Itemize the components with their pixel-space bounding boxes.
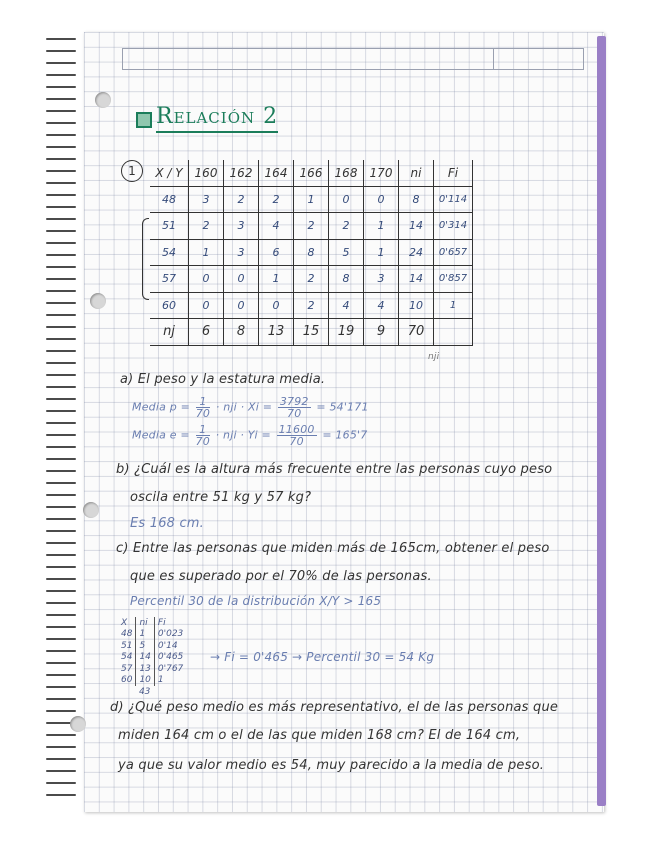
frequency-table (150, 160, 473, 346)
header-cell: Fi (434, 160, 473, 186)
table-cell: 43 (138, 686, 151, 697)
binding-ring (46, 734, 76, 736)
table-row (118, 640, 186, 652)
binding-ring (46, 86, 76, 88)
fraction-numerator: 1 (196, 424, 210, 436)
binding-ring (46, 782, 76, 784)
table-cell: 1 (259, 266, 294, 293)
percentile-statement: Percentil 30 de la distribución X/Y > 165 (130, 594, 382, 608)
table-cell: 60 (118, 675, 136, 687)
table-cell: 5 (136, 640, 154, 652)
binding-ring (46, 446, 76, 448)
table-cell: 0 (224, 266, 259, 293)
binding-ring (46, 386, 76, 388)
binding-ring (46, 50, 76, 52)
table-cell: 57 (118, 663, 136, 675)
fraction-numerator: 3792 (279, 395, 309, 408)
table-row (118, 675, 186, 687)
table-cell: 2 (294, 292, 329, 319)
mean-height-formula (132, 424, 367, 447)
binding-ring (46, 170, 76, 172)
binding-ring (46, 146, 76, 148)
table-cell: 3 (364, 266, 399, 293)
table-cell: 14 (399, 213, 434, 240)
table-cell: 51 (118, 640, 136, 652)
table-cell: 1 (294, 186, 329, 213)
binding-ring (46, 746, 76, 748)
binding-ring (46, 74, 76, 76)
table-cell: 6 (189, 319, 224, 346)
table-corner: X / Y (150, 160, 189, 186)
table-row (118, 629, 186, 641)
table-cell: 2 (259, 186, 294, 213)
table-cell: 1 (364, 213, 399, 240)
binding-ring (46, 530, 76, 532)
formula-result: = 54'171 (316, 400, 369, 414)
binding-ring (46, 542, 76, 544)
header-box (122, 48, 584, 70)
binding-ring (46, 194, 76, 196)
table-cell: 1 (434, 292, 473, 319)
fraction-denominator: 70 (289, 435, 304, 448)
table-row (118, 652, 186, 664)
table-cell: 0'314 (434, 213, 473, 240)
title-bullet-icon (136, 112, 152, 128)
binding-ring (46, 230, 76, 232)
table-cell: 1 (189, 239, 224, 266)
binding-ring (46, 314, 76, 316)
table-cell: 1 (157, 675, 164, 686)
table-cell: 0'14 (157, 640, 178, 651)
binding-ring (46, 206, 76, 208)
table-cell: 13 (136, 663, 154, 675)
table-cell: 5 (329, 239, 364, 266)
table-cell: 0'465 (157, 652, 184, 663)
binding-ring (46, 482, 76, 484)
part-b-question-line1: b) ¿Cuál es la altura más frecuente entre las personas cuyo peso (116, 462, 553, 477)
binding-ring (46, 770, 76, 772)
table-cell: 1 (364, 239, 399, 266)
binding-ring (46, 518, 76, 520)
part-b-answer: Es 168 cm. (130, 516, 205, 531)
binding-ring (46, 458, 76, 460)
fraction-numerator: 11600 (278, 423, 315, 436)
binding-ring (46, 686, 76, 688)
table-cell: 54 (118, 652, 136, 664)
binding-ring (46, 590, 76, 592)
table-cell: 8 (294, 239, 329, 266)
table-cell: 0 (189, 292, 224, 319)
table-cell: 19 (329, 319, 364, 346)
row-label: 57 (150, 266, 189, 293)
binding-ring (46, 302, 76, 304)
punch-hole (83, 502, 99, 518)
row-label: 60 (150, 292, 189, 319)
formula-mid: · nji · Yi = (215, 428, 271, 442)
spiral-binding (46, 38, 80, 808)
table-cell: 4 (329, 292, 364, 319)
punch-hole (95, 92, 111, 108)
binding-ring (46, 662, 76, 664)
fraction-numerator: 1 (196, 396, 210, 408)
binding-ring (46, 242, 76, 244)
row-label: 51 (150, 213, 189, 240)
table-cell: 8 (329, 266, 364, 293)
binding-ring (46, 626, 76, 628)
table-cell: 2 (294, 213, 329, 240)
question-number: 1 (121, 160, 143, 182)
binding-ring (46, 434, 76, 436)
binding-ring (46, 650, 76, 652)
table-cell: 0 (329, 186, 364, 213)
table-cell: 2 (189, 213, 224, 240)
table-cell: 0'857 (434, 266, 473, 293)
binding-ring (46, 158, 76, 160)
header-cell: X (118, 617, 136, 629)
table-cell: 3 (224, 239, 259, 266)
binding-ring (46, 290, 76, 292)
table-header-row (118, 617, 186, 629)
table-cell: 14 (136, 652, 154, 664)
binding-ring (46, 326, 76, 328)
binding-ring (46, 602, 76, 604)
notebook-edge (597, 36, 606, 806)
header-cell: 160 (189, 160, 224, 186)
formula-lhs: Media e = (132, 428, 190, 442)
percentile-result: → Fi = 0'465 → Percentil 30 = 54 Kg (210, 650, 435, 664)
binding-ring (46, 494, 76, 496)
binding-ring (46, 398, 76, 400)
table-cell: 3 (224, 213, 259, 240)
table-cell: 15 (294, 319, 329, 346)
header-cell: ni (136, 617, 154, 629)
table-cell: 1 (136, 629, 154, 641)
binding-ring (46, 614, 76, 616)
binding-ring (46, 554, 76, 556)
table-cell: 4 (364, 292, 399, 319)
formula-result: = 165'7 (322, 428, 368, 442)
punch-hole (90, 293, 106, 309)
binding-ring (46, 638, 76, 640)
table-cell: 8 (224, 319, 259, 346)
binding-ring (46, 218, 76, 220)
row-label: 48 (150, 186, 189, 213)
header-cell: 162 (224, 160, 259, 186)
fraction-denominator: 70 (195, 435, 210, 448)
table-cell: 4 (259, 213, 294, 240)
fraction (278, 396, 311, 419)
part-a-question: a) El peso y la estatura media. (120, 372, 326, 387)
binding-ring (46, 278, 76, 280)
bracket-mark (142, 218, 149, 300)
row-label: nj (150, 319, 189, 346)
binding-ring (46, 122, 76, 124)
binding-ring (46, 674, 76, 676)
table-cell: 0'023 (157, 629, 184, 640)
binding-ring (46, 698, 76, 700)
binding-ring (46, 134, 76, 136)
fraction (196, 396, 210, 419)
fraction (277, 424, 317, 447)
binding-ring (46, 374, 76, 376)
table-cell: 0 (364, 186, 399, 213)
binding-ring (46, 758, 76, 760)
table-cell: 0'657 (434, 239, 473, 266)
mean-weight-formula (132, 396, 369, 419)
part-d-line2: miden 164 cm o el de las que miden 168 cm? El de 164 cm, (118, 728, 521, 743)
binding-ring (46, 338, 76, 340)
table-total-row (150, 319, 473, 346)
table-cell: 10 (399, 292, 434, 319)
table-cell: 0'114 (434, 186, 473, 213)
binding-ring (46, 350, 76, 352)
table-cell: 2 (294, 266, 329, 293)
header-cell: Fi (157, 617, 166, 628)
table-cell: 2 (329, 213, 364, 240)
table-row (150, 266, 473, 293)
header-cell: ni (399, 160, 434, 186)
table-row (118, 663, 186, 675)
binding-ring (46, 410, 76, 412)
binding-ring (46, 98, 76, 100)
header-cell: 164 (259, 160, 294, 186)
table-row (150, 239, 473, 266)
table-cell: 14 (399, 266, 434, 293)
binding-ring (46, 182, 76, 184)
binding-ring (46, 110, 76, 112)
formula-mid: · nji · Xi = (215, 400, 273, 414)
table-cell: 10 (136, 675, 154, 687)
table-cell: 0 (259, 292, 294, 319)
table-total-row (118, 686, 186, 698)
table-cell: 24 (399, 239, 434, 266)
table-row (150, 292, 473, 319)
table-cell: 48 (118, 629, 136, 641)
table-row (150, 213, 473, 240)
table-cell (154, 686, 186, 698)
table-note: nji (428, 352, 440, 362)
header-cell: 170 (364, 160, 399, 186)
table-cell: 0 (224, 292, 259, 319)
binding-ring (46, 506, 76, 508)
binding-ring (46, 710, 76, 712)
fraction-denominator: 70 (195, 407, 211, 420)
header-cell: 168 (329, 160, 364, 186)
part-c-question-line1: c) Entre las personas que miden más de 165cm, obtener el peso (116, 541, 550, 556)
punch-hole (70, 716, 86, 732)
part-d-line3: ya que su valor medio es 54, muy parecido a la media de peso. (118, 758, 545, 773)
binding-ring (46, 62, 76, 64)
binding-ring (46, 362, 76, 364)
fraction-denominator: 70 (287, 407, 302, 420)
row-label: 54 (150, 239, 189, 266)
binding-ring (46, 578, 76, 580)
part-d-line1: d) ¿Qué peso medio es más representativo, el de las personas que (110, 700, 559, 715)
part-c-question-line2: que es superado por el 70% de las personas. (130, 569, 432, 584)
page-title: Relación 2 (156, 104, 278, 133)
table-cell: 13 (259, 319, 294, 346)
binding-ring (46, 794, 76, 796)
part-b-question-line2: oscila entre 51 kg y 57 kg? (130, 490, 312, 505)
table-cell: 3 (189, 186, 224, 213)
table-cell: 8 (399, 186, 434, 213)
fraction (196, 424, 210, 447)
table-row (150, 186, 473, 213)
table-cell: 0'767 (157, 663, 184, 674)
binding-ring (46, 254, 76, 256)
table-cell (118, 686, 136, 698)
cumulative-table (118, 617, 186, 698)
table-cell (434, 319, 473, 346)
table-cell: 6 (259, 239, 294, 266)
table-header-row (150, 160, 473, 186)
binding-ring (46, 422, 76, 424)
table-cell: 70 (399, 319, 434, 346)
table-cell: 0 (189, 266, 224, 293)
binding-ring (46, 566, 76, 568)
header-cell: 166 (294, 160, 329, 186)
binding-ring (46, 470, 76, 472)
binding-ring (46, 38, 76, 40)
table-cell: 9 (364, 319, 399, 346)
binding-ring (46, 266, 76, 268)
table-cell: 2 (224, 186, 259, 213)
formula-lhs: Media p = (132, 400, 191, 414)
